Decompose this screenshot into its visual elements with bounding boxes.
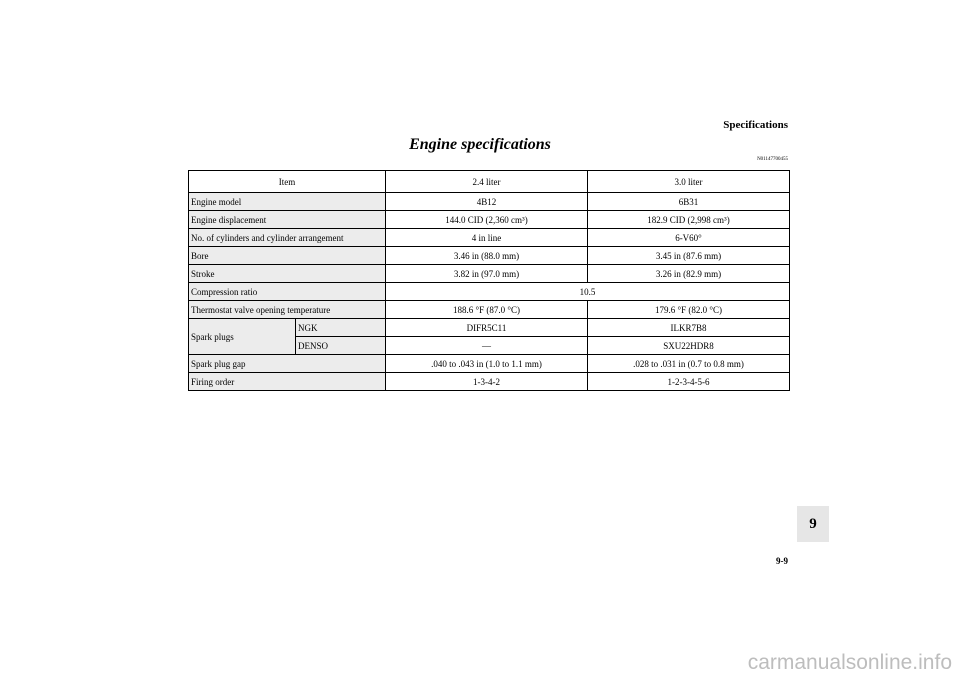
table-row bbox=[189, 193, 790, 211]
value-3-0: 3.26 in (82.9 mm) bbox=[588, 265, 790, 283]
row-label: No. of cylinders and cylinder arrangement bbox=[189, 229, 386, 247]
row-label: Stroke bbox=[189, 265, 386, 283]
value-3-0: ILKR7B8 bbox=[588, 319, 790, 337]
table-row bbox=[189, 283, 790, 301]
row-label: Spark plug gap bbox=[189, 355, 386, 373]
value-2-4: 3.46 in (88.0 mm) bbox=[386, 247, 588, 265]
header-2-4-liter: 2.4 liter bbox=[386, 171, 588, 193]
document-code: N01147700455 bbox=[757, 157, 788, 162]
value-3-0: .028 to .031 in (0.7 to 0.8 mm) bbox=[588, 355, 790, 373]
row-label: Thermostat valve opening temperature bbox=[189, 301, 386, 319]
value-3-0: 6B31 bbox=[588, 193, 790, 211]
table-row bbox=[189, 265, 790, 283]
value-3-0: 1-2-3-4-5-6 bbox=[588, 373, 790, 391]
table-row bbox=[189, 211, 790, 229]
page-number: 9-9 bbox=[776, 556, 788, 566]
value-shared: 10.5 bbox=[386, 283, 790, 301]
header-item: Item bbox=[189, 171, 386, 193]
header-3-0-liter: 3.0 liter bbox=[588, 171, 790, 193]
value-2-4: .040 to .043 in (1.0 to 1.1 mm) bbox=[386, 355, 588, 373]
row-label: Bore bbox=[189, 247, 386, 265]
value-2-4: 4B12 bbox=[386, 193, 588, 211]
table-row bbox=[189, 247, 790, 265]
table-row bbox=[189, 319, 790, 337]
ngk-label: NGK bbox=[296, 319, 386, 337]
table-row bbox=[189, 373, 790, 391]
value-2-4: 1-3-4-2 bbox=[386, 373, 588, 391]
watermark-text: carmanualsonline.info bbox=[747, 651, 952, 674]
section-header: Specifications bbox=[723, 119, 788, 131]
table-header-row bbox=[189, 171, 790, 193]
value-3-0: 179.6 °F (82.0 °C) bbox=[588, 301, 790, 319]
value-3-0: 182.9 CID (2,998 cm³) bbox=[588, 211, 790, 229]
value-3-0: SXU22HDR8 bbox=[588, 337, 790, 355]
value-2-4: 3.82 in (97.0 mm) bbox=[386, 265, 588, 283]
row-label: Engine model bbox=[189, 193, 386, 211]
row-label: Firing order bbox=[189, 373, 386, 391]
row-label: Engine displacement bbox=[189, 211, 386, 229]
value-3-0: 6-V60° bbox=[588, 229, 790, 247]
table-row bbox=[189, 229, 790, 247]
value-2-4: 4 in line bbox=[386, 229, 588, 247]
table-row bbox=[189, 301, 790, 319]
denso-label: DENSO bbox=[296, 337, 386, 355]
row-label: Compression ratio bbox=[189, 283, 386, 301]
value-3-0: 3.45 in (87.6 mm) bbox=[588, 247, 790, 265]
value-2-4: 188.6 °F (87.0 °C) bbox=[386, 301, 588, 319]
value-2-4: 144.0 CID (2,360 cm³) bbox=[386, 211, 588, 229]
engine-spec-table bbox=[188, 170, 790, 391]
chapter-tab: 9 bbox=[797, 506, 829, 542]
value-2-4: — bbox=[386, 337, 588, 355]
value-2-4: DIFR5C11 bbox=[386, 319, 588, 337]
table-row bbox=[189, 355, 790, 373]
spark-plugs-label: Spark plugs bbox=[189, 319, 296, 355]
page-title: Engine specifications bbox=[409, 136, 551, 153]
